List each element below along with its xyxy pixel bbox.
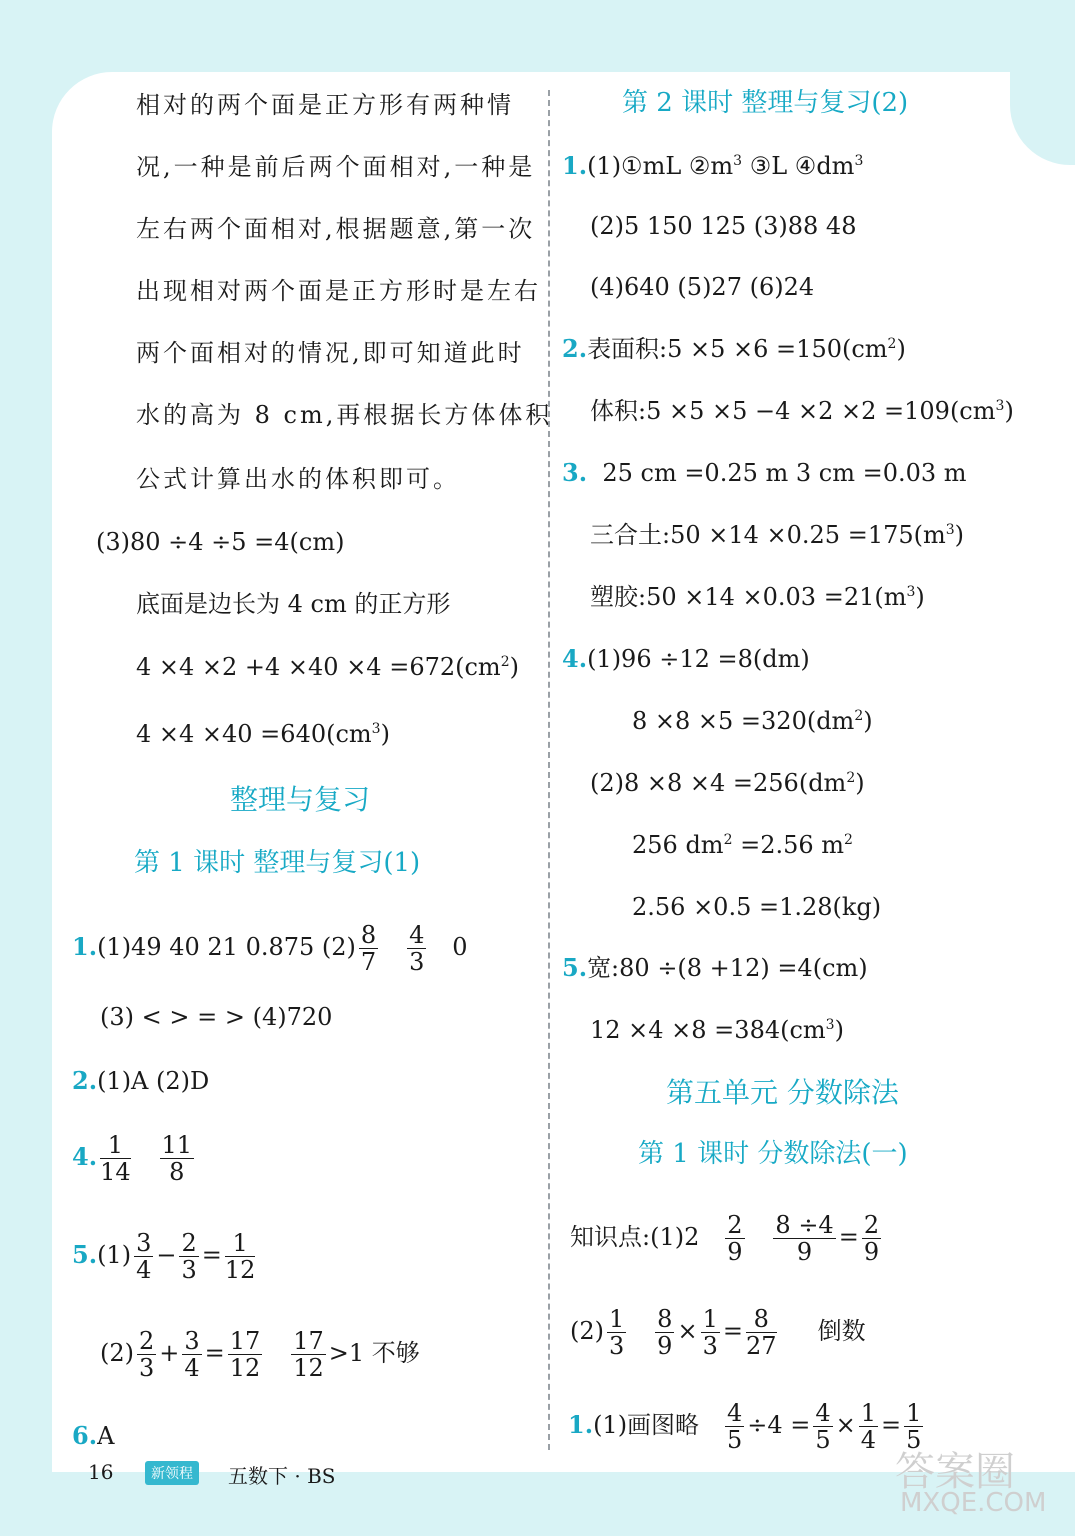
left-q3-calc: (3)80 ÷4 ÷5 =4(cm)	[96, 528, 345, 556]
right-q4c: $(2)8 \times 8 \times 4 =256(dm^2)$	[590, 769, 865, 797]
right-q3b: 三合土:50 $\times 14 \times 0.25 =175(m^3)$	[590, 521, 965, 549]
left-q3-volume: $4 \times 4 \times 40 =640(cm^3)$	[136, 720, 390, 748]
right-q2b: 体积:5 $\times 5 \times 5 -4 \times 2 \times 2 =109(cm^3)$	[590, 397, 1014, 425]
left-para-line-2: 况,一种是前后两个面相对,一种是	[136, 153, 536, 181]
left-q5a: 5.(1) $\frac{3}{4}$ − $\frac{2}{3}$ = $\frac{1}{12}$	[72, 1229, 256, 1284]
column-divider	[548, 90, 550, 1450]
right-knowledge-2: (2) $\frac{1}{3}$ $\frac{8}{9}$ × $\frac{1}{3}$ = $\frac{8}{27}$ 倒数	[570, 1305, 866, 1360]
right-q4a: 4.(1)96 ÷12 =8(dm)	[562, 644, 810, 673]
right-q3a: 3. 25 cm =0.25 m 3 cm =0.03 m	[562, 458, 967, 487]
left-para-line-6: 水的高为 8 cm,再根据长方体体积	[136, 401, 553, 429]
left-para-line-1: 相对的两个面是正方形有两种情	[136, 91, 514, 119]
section-title-review: 整理与复习	[230, 783, 371, 816]
right-q4e: 2.56 ×0.5 =1.28(kg)	[632, 893, 882, 921]
watermark-logo: 答案圈	[895, 1449, 1015, 1495]
left-para-line-3: 左右两个面相对,根据题意,第一次	[136, 215, 536, 243]
left-para-line-5: 两个面相对的情况,即可知道此时	[136, 339, 525, 367]
left-q6: 6.A	[72, 1421, 115, 1450]
right-q1b: (2)5 150 125 (3)88 48	[590, 212, 857, 240]
watermark-url: MXQE.COM	[900, 1488, 1047, 1518]
left-para-line-4: 出现相对两个面是正方形时是左右	[136, 277, 541, 305]
left-q3-base: 底面是边长为 4 cm 的正方形	[136, 590, 451, 618]
right-exercise-1: 1.(1)画图略 $\frac{4}{5}$ ÷4 = $\frac{4}{5}$ × $\frac{1}{4}$ = $\frac{1}{5}$	[568, 1399, 922, 1454]
left-q4: 4. $\frac{1}{14}$ $\frac{11}{8}$	[72, 1131, 193, 1186]
right-q5a: 5.宽:80 ÷(8 +12) =4(cm)	[562, 953, 868, 982]
left-q1b: (3) < > = > (4)720	[100, 1003, 333, 1031]
footer-subject: 五数下 · BS	[228, 1464, 336, 1488]
right-q5b: $12 \times 4 \times 8 =384(cm^3)$	[590, 1016, 844, 1044]
right-q1c: (4)640 (5)27 (6)24	[590, 273, 815, 301]
left-para-line-7: 公式计算出水的体积即可。	[136, 465, 460, 493]
right-q1a: 1.(1)①mL $②m^3$ ③L $④dm^3$	[562, 151, 864, 180]
lesson-title-fraction-division: 第 1 课时 分数除法(一)	[638, 1139, 908, 1169]
right-q4d: 256 $dm^2 =2.56$ $m^2$	[632, 831, 853, 859]
left-q1a: 1.(1)49 40 21 0.875 (2) $\frac{8}{7}$ $\frac{4}{3}$ 0	[72, 921, 468, 976]
publisher-logo: 新领程	[145, 1461, 199, 1485]
section-title-unit5: 第五单元 分数除法	[666, 1076, 899, 1109]
right-q4b: $8 \times 8 \times 5 =320(dm^2)$	[632, 707, 873, 735]
lesson-title-review-1: 第 1 课时 整理与复习(1)	[134, 848, 421, 878]
right-knowledge-1: 知识点:(1)2 $\frac{2}{9}$ $\frac{8 \div 4}{9}$ = $\frac{2}{9}$	[570, 1211, 880, 1266]
right-q2a: 2.表面积:5 $\times 5 \times 6 =150(cm^2)$	[562, 334, 906, 363]
right-q3c: 塑胶:50 $\times 14 \times 0.03 =21(m^3)$	[590, 583, 925, 611]
page-number: 16	[88, 1460, 114, 1484]
lesson-title-review-2: 第 2 课时 整理与复习(2)	[622, 88, 909, 118]
left-q3-area: $4 \times 4 \times 2 +4 \times 40 \times 4 =672(cm^2)$	[136, 653, 519, 681]
left-q5b: (2) $\frac{2}{3}$ + $\frac{3}{4}$ = $\frac{17}{12}$ $\frac{17}{12}$ >1 不够	[100, 1327, 420, 1382]
left-q2: 2.(1)A (2)D	[72, 1066, 210, 1095]
